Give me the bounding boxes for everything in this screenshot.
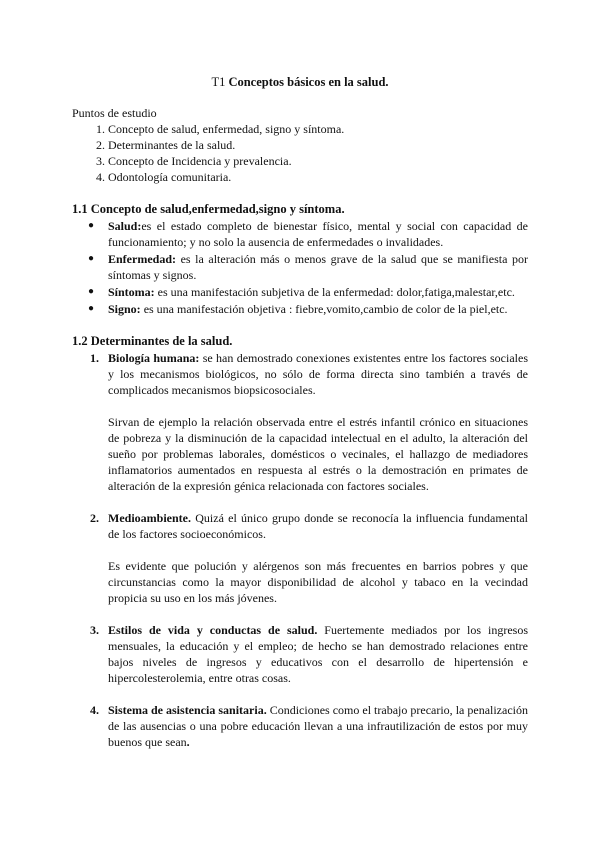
determinant-extra-paragraph: Es evidente que polución y alérgenos son más frecuentes en barrios pobres y que circunstancias como la mayor disponibilidad de alcohol y tabaco en la vecindad propicia su uso en los más jóvenes.	[108, 559, 528, 605]
definition-item	[88, 301, 528, 317]
determinant-paragraph	[108, 510, 528, 542]
document-body	[72, 105, 528, 750]
item-number: 2.	[90, 511, 99, 525]
determinant-item	[90, 510, 528, 606]
determinant-term: Medioambiente.	[108, 511, 191, 525]
bullet-icon: ●	[88, 286, 95, 297]
determinant-term: Sistema de asistencia sanitaria.	[108, 703, 267, 717]
determinant-term: Biología humana:	[108, 351, 200, 365]
determinant-tail: .	[186, 735, 190, 749]
definition-item	[88, 251, 528, 283]
determinant-paragraph	[108, 702, 528, 750]
section-heading-determinants: 1.2 Determinantes de la salud.	[72, 334, 233, 348]
determinant-paragraph	[108, 622, 528, 686]
determinant-item	[90, 622, 528, 686]
study-list	[72, 121, 528, 185]
determinant-text: Fuertemente mediados por los ingresos mensuales, la educación y el empleo; de hecho se han demostrado relaciones entre bajos niveles de ingresos y educativos con el desarrollo de hipertensión e hipercolesterolemia, entre otras cosas.	[108, 623, 528, 685]
title-main: Conceptos básicos en la salud.	[228, 75, 389, 89]
determinant-text: Quizá el único grupo donde se reconocía la influencia fundamental de los factores socioeconómicos.	[108, 511, 528, 541]
definition-term: Síntoma:	[108, 285, 155, 299]
page-title	[0, 74, 600, 90]
definition-term: Signo:	[108, 302, 141, 316]
determinant-item	[90, 350, 528, 494]
definition-item	[88, 218, 528, 250]
determinant-extra-paragraph: Sirvan de ejemplo la relación observada entre el estrés infantil crónico en situaciones de pobreza y la disminución de la capacidad intelectual en el adulto, la alteración del sueño por problemas laborales, domésticos o vecinales, el hallazgo de mediadores inflamatorios aumentados en respuesta al estrés o la demostración en primates de alteración de la expresión génica relacionada con factores sociales.	[108, 415, 528, 493]
definition-text: es una manifestación objetiva : fiebre,vomito,cambio de color de la piel,etc.	[140, 302, 508, 316]
determinant-item	[90, 702, 528, 750]
definition-text: es la alteración más o menos grave de la salud que se manifiesta por síntomas y signos.	[108, 252, 528, 282]
section-heading-concepts: 1.1 Concepto de salud,enfermedad,signo y síntoma.	[72, 202, 345, 216]
definition-text: es una manifestación subjetiva de la enfermedad: dolor,fatiga,malestar,etc.	[154, 285, 515, 299]
definitions-list	[72, 218, 528, 317]
bullet-icon: ●	[88, 303, 95, 314]
definition-text: es el estado completo de bienestar físico, mental y social con capacidad de funcionamiento; y no solo la ausencia de enfermedades o invalidades.	[108, 219, 528, 249]
title-prefix: T1	[211, 75, 226, 89]
study-item: 3. Concepto de Incidencia y prevalencia.	[108, 153, 528, 169]
item-number: 1.	[90, 351, 99, 365]
bullet-icon: ●	[88, 220, 95, 231]
study-heading: Puntos de estudio	[72, 106, 157, 120]
determinant-term: Estilos de vida y conductas de salud.	[108, 623, 318, 637]
determinant-text: Condiciones como el trabajo precario, la penalización de las ausencias o una pobre educación llevan a una infrautilización de estos por muy buenos que sean	[108, 703, 528, 749]
determinants-list	[72, 350, 528, 750]
study-item: 4. Odontología comunitaria.	[108, 169, 528, 185]
item-number: 4.	[90, 703, 99, 717]
determinant-text: se han demostrado conexiones existentes entre los factores sociales y los mecanismos biológicos, no sólo de forma directa sino también a través de complicados mecanismos biopsicosociales.	[108, 351, 528, 397]
definition-term: Enfermedad:	[108, 252, 176, 266]
determinant-paragraph	[108, 350, 528, 398]
definition-term: Salud:	[108, 219, 142, 233]
study-item: 2. Determinantes de la salud.	[108, 137, 528, 153]
study-item: 1. Concepto de salud, enfermedad, signo y síntoma.	[108, 121, 528, 137]
definition-item	[88, 284, 528, 300]
bullet-icon: ●	[88, 253, 95, 264]
item-number: 3.	[90, 623, 99, 637]
